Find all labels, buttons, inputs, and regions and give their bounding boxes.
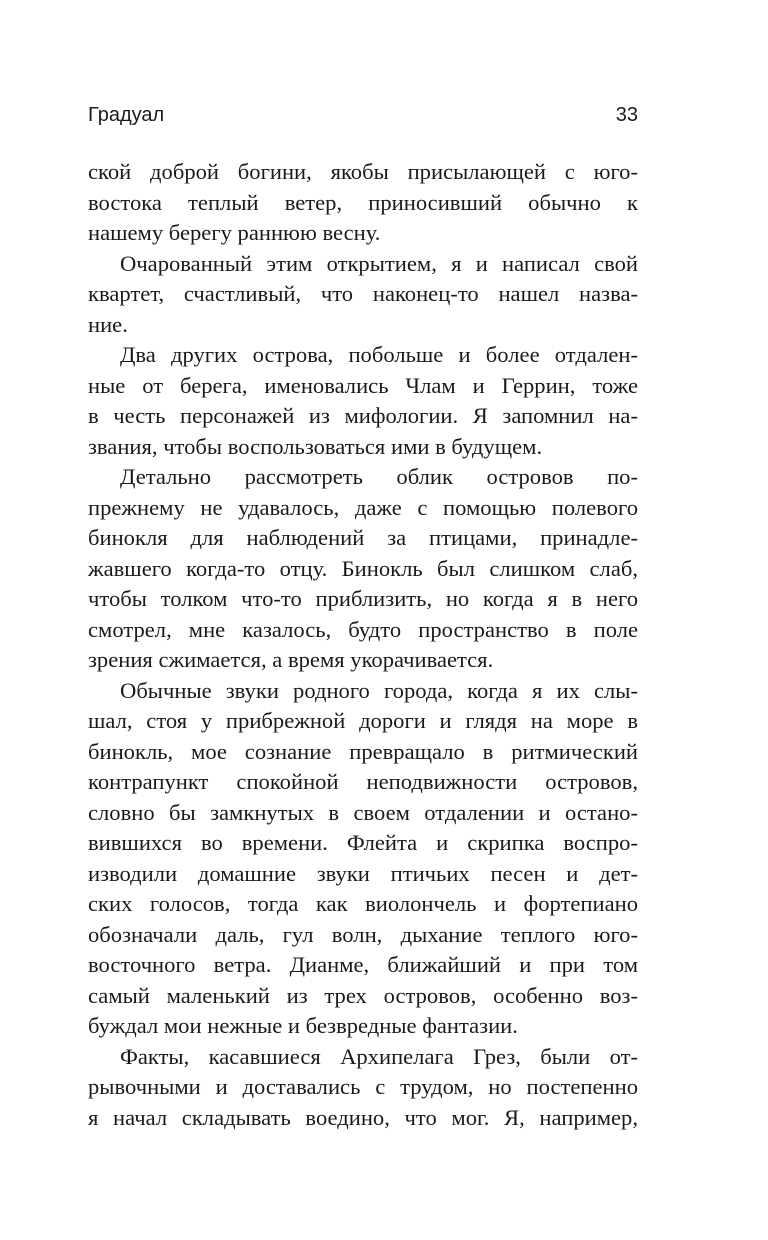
text-line: звания, чтобы воспользоваться ими в будущем. bbox=[88, 433, 543, 459]
text-line: словно бы замкнутых в своем отдалении и остано- bbox=[88, 799, 638, 825]
text-line: рывочными и доставались с трудом, но постепенно bbox=[88, 1074, 638, 1099]
paragraph bbox=[88, 1042, 638, 1134]
text-line: Факты, касавшиеся Архипелага Грез, были от- bbox=[120, 1043, 638, 1069]
text-line: Обычные звуки родного города, когда я их слы- bbox=[120, 677, 638, 703]
text-line: буждал мои нежные и безвредные фантазии. bbox=[88, 1013, 518, 1038]
text-line: в честь персонажей из мифологии. Я запомнил на- bbox=[88, 403, 638, 428]
text-line: изводили домашние звуки птичьих песен и дет- bbox=[88, 860, 638, 886]
text-line: восточного ветра. Дианме, ближайший и при том bbox=[88, 952, 638, 977]
text-line: прежнему не удавалось, даже с помощью полевого bbox=[88, 494, 638, 520]
text-line: ской доброй богини, якобы присылающей с юго- bbox=[88, 159, 638, 184]
text-line: ние. bbox=[88, 311, 128, 337]
page-number: 33 bbox=[615, 104, 638, 126]
text-line: обозначали даль, гул волн, дыхание теплого юго- bbox=[88, 921, 638, 947]
text-line: вившихся во времени. Флейта и скрипка воспро- bbox=[88, 830, 638, 855]
text-line: бинокля для наблюдений за птицами, принадле- bbox=[88, 525, 638, 550]
text-line: жавшего когда-то отцу. Бинокль был слишком слаб, bbox=[88, 555, 638, 581]
text-line: зрения сжимается, а время укорачивается. bbox=[88, 647, 494, 672]
text-line: чтобы толком что-то приблизить, но когда я в него bbox=[88, 586, 638, 611]
text-line: я начал складывать воедино, что мог. Я, например, bbox=[88, 1104, 638, 1130]
text-line: ских голосов, тогда как виолончель и фортепиано bbox=[88, 891, 638, 916]
body-text bbox=[88, 157, 638, 1133]
text-line: контрапункт спокойной неподвижности островов, bbox=[88, 769, 638, 794]
text-line: бинокль, мое сознание превращало в ритмический bbox=[88, 738, 638, 764]
text-line: смотрел, мне казалось, будто пространство в поле bbox=[88, 616, 638, 642]
text-line: самый маленький из трех островов, особенно воз- bbox=[88, 982, 638, 1008]
text-line: нашему берегу раннюю весну. bbox=[88, 220, 381, 245]
text-line: Два других острова, побольше и более отдален- bbox=[120, 342, 638, 367]
running-header bbox=[88, 100, 638, 130]
paragraph bbox=[88, 462, 638, 676]
paragraph bbox=[88, 157, 638, 249]
paragraph bbox=[88, 249, 638, 341]
text-line: шал, стоя у прибрежной дороги и глядя на море в bbox=[88, 708, 638, 733]
paragraph bbox=[88, 676, 638, 1042]
paragraph bbox=[88, 340, 638, 462]
text-line: квартет, счастливый, что наконец-то нашел назва- bbox=[88, 281, 638, 306]
text-line: Детально рассмотреть облик островов по- bbox=[120, 464, 638, 489]
running-title: Градуал bbox=[88, 104, 165, 126]
text-line: Очарованный этим открытием, я и написал свой bbox=[120, 250, 638, 276]
text-line: ные от берега, именовались Члам и Геррин, тоже bbox=[88, 372, 638, 398]
text-line: востока теплый ветер, приносивший обычно к bbox=[88, 189, 638, 215]
